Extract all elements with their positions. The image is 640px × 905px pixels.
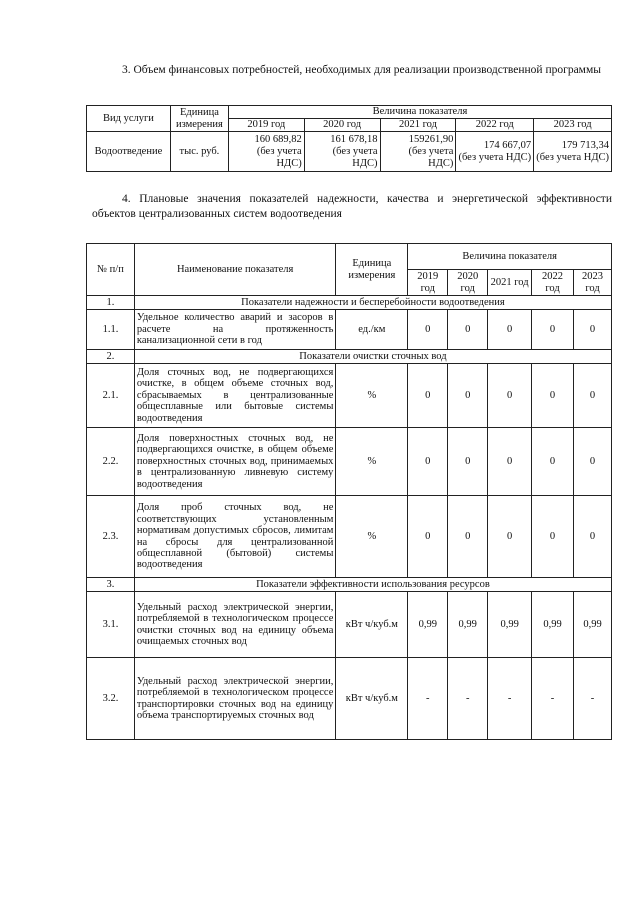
section-number: 3. xyxy=(87,578,135,592)
indicator-value: 0 xyxy=(408,496,448,578)
row-number: 3.1. xyxy=(87,592,135,658)
col-unit-header: Единица измерения xyxy=(336,244,408,296)
indicator-value: 0,99 xyxy=(532,592,574,658)
indicator-value: 0,99 xyxy=(574,592,612,658)
indicator-value: 0 xyxy=(574,310,612,350)
indicator-unit: ед./км xyxy=(336,310,408,350)
indicator-value: 0 xyxy=(408,364,448,428)
year-header: 2023 год xyxy=(534,119,612,132)
row-number: 2.1. xyxy=(87,364,135,428)
indicator-unit: кВт ч/куб.м xyxy=(336,658,408,740)
col-unit-header: Единица измерения xyxy=(170,106,228,132)
unit-cell: тыс. руб. xyxy=(170,132,228,172)
indicator-value: 0 xyxy=(532,428,574,496)
col-value-header: Величина показателя xyxy=(228,106,611,119)
year-header: 2019 год xyxy=(228,119,304,132)
section-number: 1. xyxy=(87,296,135,310)
year-header: 2021 год xyxy=(488,270,532,296)
amount-cell: 161 678,18 (без учета НДС) xyxy=(304,132,380,172)
indicator-name: Доля проб сточных вод, не соответствующих установленным нормативам допустимых сбросов, лимитам на сбросы для централизованной общесплавной (бытовой) системы водоотведения xyxy=(134,496,336,578)
year-header: 2023 год xyxy=(574,270,612,296)
indicator-value: 0 xyxy=(532,310,574,350)
indicator-value: 0,99 xyxy=(488,592,532,658)
indicator-value: 0 xyxy=(488,496,532,578)
col-name-header: Наименование показателя xyxy=(134,244,336,296)
indicator-value: 0 xyxy=(448,364,488,428)
col-value-header: Величина показателя xyxy=(408,244,612,270)
indicator-value: 0 xyxy=(574,364,612,428)
indicator-name: Доля сточных вод, не подвергающихся очистке, в общем объеме сточных вод, сбрасываемых в централизованные общесплавные или бытовые системы водоотведения xyxy=(134,364,336,428)
indicator-unit: % xyxy=(336,364,408,428)
indicator-value: 0 xyxy=(448,428,488,496)
section-3-heading: 3. Объем финансовых потребностей, необходимых для реализации производственной программы xyxy=(122,64,601,76)
col-service-header: Вид услуги xyxy=(87,106,171,132)
indicator-unit: % xyxy=(336,496,408,578)
section-title: Показатели надежности и бесперебойности водоотведения xyxy=(134,296,611,310)
indicator-name: Доля поверхностных сточных вод, не подвергающихся очистке, в общем объеме поверхностных сточных вод, принимаемых в централизованную ливневую систему водоотведения xyxy=(134,428,336,496)
amount-cell: 179 713,34 (без учета НДС) xyxy=(534,132,612,172)
indicator-name: Удельное количество аварий и засоров в расчете на протяженность канализационной сети в год xyxy=(134,310,336,350)
year-header: 2022 год xyxy=(456,119,534,132)
row-number: 1.1. xyxy=(87,310,135,350)
indicator-value: 0 xyxy=(408,428,448,496)
indicator-value: - xyxy=(574,658,612,740)
indicator-value: 0 xyxy=(488,364,532,428)
indicator-unit: кВт ч/куб.м xyxy=(336,592,408,658)
indicator-value: 0 xyxy=(532,364,574,428)
indicator-value: - xyxy=(448,658,488,740)
indicator-value: 0 xyxy=(574,496,612,578)
row-number: 2.3. xyxy=(87,496,135,578)
year-header: 2019 год xyxy=(408,270,448,296)
indicator-value: 0,99 xyxy=(448,592,488,658)
indicator-value: - xyxy=(488,658,532,740)
indicator-value: 0 xyxy=(448,310,488,350)
col-num-header: № п/п xyxy=(87,244,135,296)
amount-cell: 159261,90 (без учета НДС) xyxy=(380,132,456,172)
section-4-heading: 4. Плановые значения показателей надежности, качества и энергетической эффективности объектов централизованных систем водоотведения xyxy=(92,193,612,220)
amount-cell: 174 667,07 (без учета НДС) xyxy=(456,132,534,172)
indicator-value: 0 xyxy=(408,310,448,350)
amount-cell: 160 689,82 (без учета НДС) xyxy=(228,132,304,172)
section-title: Показатели очистки сточных вод xyxy=(134,350,611,364)
year-header: 2022 год xyxy=(532,270,574,296)
indicator-value: 0 xyxy=(448,496,488,578)
indicator-name: Удельный расход электрической энергии, потребляемой в технологическом процессе очистки сточных вод на единицу объема очищаемых сточных вод xyxy=(134,592,336,658)
reliability-indicators-table xyxy=(86,243,612,740)
section-title: Показатели эффективности использования ресурсов xyxy=(134,578,611,592)
indicator-value: 0 xyxy=(532,496,574,578)
row-number: 2.2. xyxy=(87,428,135,496)
section-number: 2. xyxy=(87,350,135,364)
indicator-value: 0 xyxy=(574,428,612,496)
year-header: 2021 год xyxy=(380,119,456,132)
indicator-value: - xyxy=(408,658,448,740)
indicator-value: 0 xyxy=(488,428,532,496)
year-header: 2020 год xyxy=(304,119,380,132)
indicator-value: 0 xyxy=(488,310,532,350)
row-number: 3.2. xyxy=(87,658,135,740)
service-cell: Водоотведение xyxy=(87,132,171,172)
indicator-unit: % xyxy=(336,428,408,496)
financial-needs-table xyxy=(86,105,612,172)
year-header: 2020 год xyxy=(448,270,488,296)
indicator-value: 0,99 xyxy=(408,592,448,658)
indicator-value: - xyxy=(532,658,574,740)
indicator-name: Удельный расход электрической энергии, потребляемой в технологическом процессе транспортировки сточных вод на единицу объема транспортируемых сточных вод xyxy=(134,658,336,740)
